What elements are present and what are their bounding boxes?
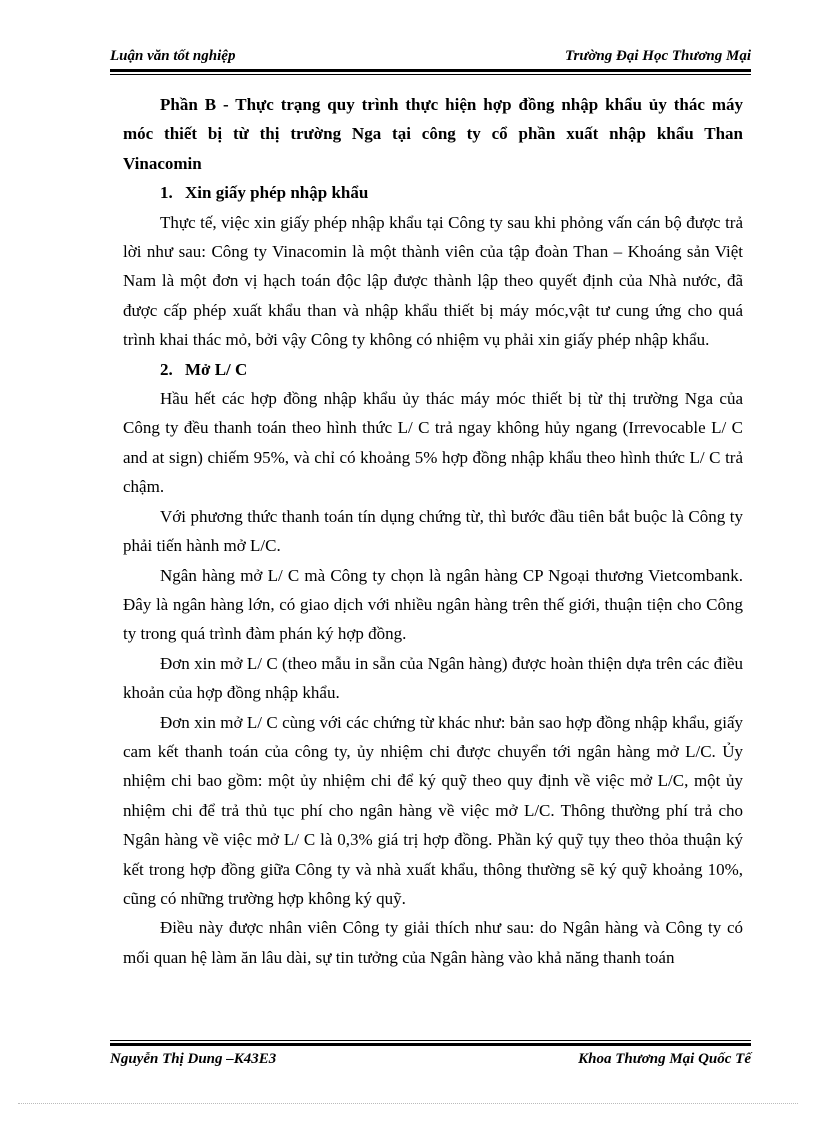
- header-rule-thick: [110, 69, 751, 72]
- header-rule-thin: [110, 74, 751, 75]
- footer-rule-thin: [110, 1040, 751, 1041]
- page-footer: [110, 1051, 751, 1073]
- subsection-heading-1: [123, 178, 743, 207]
- paragraph: Hầu hết các hợp đồng nhập khẩu ủy thác máy móc thiết bị từ thị trường Nga của Công ty đều thanh toán theo hình thức L/ C trả ngay không hủy ngang (Irrevocable L/ C and at sign) chiếm 95%, và chỉ có khoảng 5% hợp đồng nhập khẩu theo hình thức L/ C trả chậm.: [123, 389, 743, 497]
- header-university-name: Trường Đại Học Thương Mại: [564, 48, 751, 64]
- footer-faculty: Khoa Thương Mại Quốc Tế: [578, 1051, 751, 1067]
- paragraph: Điều này được nhân viên Công ty giải thích như sau: do Ngân hàng và Công ty có mối quan hệ làm ăn lâu dài, sự tin tưởng của Ngân hàng vào khả năng thanh toán: [123, 918, 743, 967]
- subsection-title: Mở L/ C: [185, 359, 248, 379]
- header-thesis-label: Luận văn tốt nghiệp: [110, 48, 236, 64]
- paragraph: Ngân hàng mở L/ C mà Công ty chọn là ngân hàng CP Ngoại thương Vietcombank. Đây là ngân hàng lớn, có giao dịch với nhiều ngân hàng trên thế giới, thuận tiện cho Công ty trong quá trình đàm phán ký hợp đồng.: [123, 565, 743, 644]
- subsection-number: 1.: [160, 183, 173, 203]
- paragraph: Đơn xin mở L/ C (theo mẫu in sẵn của Ngân hàng) được hoàn thiện dựa trên các điều khoản của hợp đồng nhập khẩu.: [123, 653, 743, 703]
- footer-author: Nguyễn Thị Dung –K43E3: [110, 1051, 277, 1067]
- body-content: [123, 90, 743, 972]
- subsection-number: 2.: [160, 359, 173, 379]
- subsection-heading-2: [123, 355, 743, 384]
- subsection-title: Xin giấy phép nhập khẩu: [185, 183, 369, 203]
- paragraph: Với phương thức thanh toán tín dụng chứng từ, thì bước đầu tiên bắt buộc là Công ty phải tiến hành mở L/C.: [123, 506, 743, 556]
- paragraph: Đơn xin mở L/ C cùng với các chứng từ khác như: bản sao hợp đồng nhập khẩu, giấy cam kết thanh toán của công ty, ủy nhiệm chi được chuyển tới ngân hàng mở L/C. Ủy nhiệm chi bao gồm: một ủy nhiệm chi để ký quỹ theo quy định về việc mở L/C, một ủy nhiệm chi để trả thủ tục phí cho ngân hàng về việc mở L/C. Thông thường phí trả cho Ngân hàng về việc mở L/ C là 0,3% giá trị hợp đồng. Phần ký quỹ tụy theo thỏa thuận ký kết trong hợp đồng giữa Công ty và nhà xuất khẩu, thông thường sẽ ký quỹ khoảng 10%, cũng có những trường hợp không ký quỹ.: [123, 712, 743, 908]
- page-bottom-border: [18, 1103, 798, 1104]
- footer-rule-thick: [110, 1043, 751, 1046]
- page-header: [110, 48, 751, 70]
- paragraph: Thực tế, việc xin giấy phép nhập khẩu tại Công ty sau khi phỏng vấn cán bộ được trả lời như sau: Công ty Vinacomin là một thành viên của tập đoàn Than – Khoáng sản Việt Nam là một đơn vị hạch toán độc lập được thành lập theo quyết định của Nhà nước, đã được cấp phép xuất khẩu than và nhập khẩu thiết bị máy móc,vật tư cung ứng cho quá trình khai thác mỏ, bởi vậy Công ty không có nhiệm vụ phải xin giấy phép nhập khẩu.: [123, 212, 743, 350]
- section-title: Phần B - Thực trạng quy trình thực hiện hợp đồng nhập khẩu ủy thác máy móc thiết bị từ thị trường Nga tại công ty cổ phần xuất nhập khẩu Than Vinacomin: [123, 95, 743, 173]
